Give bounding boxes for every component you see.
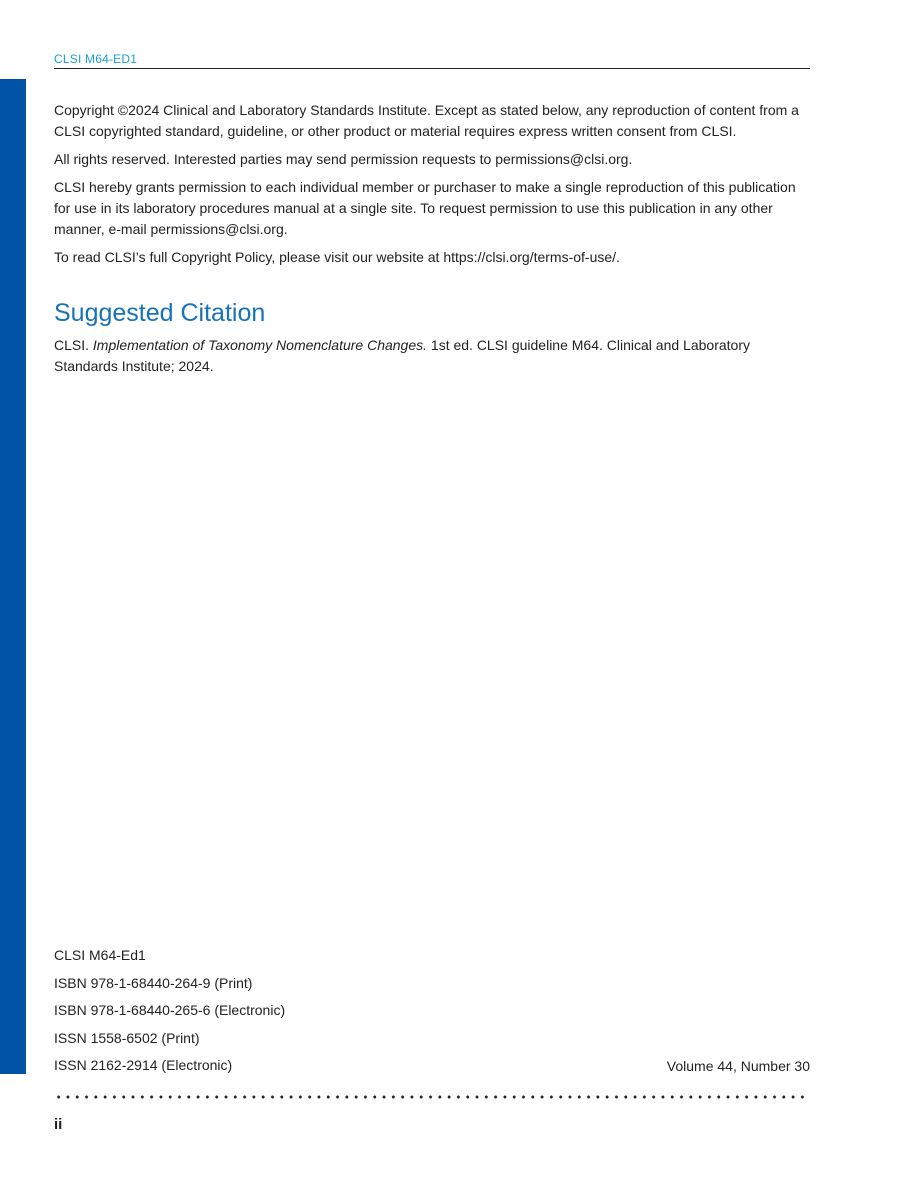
citation-title: Implementation of Taxonomy Nomenclature Changes. (92, 337, 428, 353)
running-header: CLSI M64-ED1 (54, 52, 138, 66)
main-content (54, 100, 814, 377)
document-code: CLSI M64-Ed1 (54, 947, 146, 963)
header-rule (54, 68, 810, 69)
issn-electronic: ISSN 2162-2914 (Electronic) (54, 1057, 233, 1073)
citation-prefix: CLSI. (54, 337, 93, 353)
policy-paragraph: To read CLSI’s full Copyright Policy, please visit our website at https://clsi.org/terms-of-use/. (54, 249, 620, 265)
footer-dotted-rule (54, 1095, 810, 1099)
volume-number: Volume 44, Number 30 (666, 1058, 810, 1074)
rights-paragraph: All rights reserved. Interested parties may send permission requests to permissions@clsi.org. (54, 151, 633, 167)
issn-print: ISSN 1558-6502 (Print) (54, 1029, 200, 1046)
citation-text (54, 335, 814, 377)
isbn-electronic: ISBN 978-1-68440-265-6 (Electronic) (54, 1002, 286, 1018)
side-accent-bar (0, 79, 26, 1074)
copyright-paragraph: Copyright ©2024 Clinical and Laboratory Standards Institute. Except as stated below, any reproduction of content from a CLSI copyrighted standard, guideline, or other product or material requires express written consent from CLSI. (54, 102, 799, 139)
isbn-print: ISBN 978-1-68440-264-9 (Print) (54, 974, 253, 991)
citation-heading: Suggested Citation (54, 299, 266, 327)
page-number: ii (54, 1116, 63, 1133)
citation-suffix: 1st ed. CLSI guideline M64. Clinical and Laboratory Standards Institute; 2024. (54, 337, 750, 374)
permission-paragraph: CLSI hereby grants permission to each individual member or purchaser to make a single reproduction of this publication for use in its laboratory procedures manual at a single site. To request permission to use this publication in any other manner, e-mail permissions@clsi.org. (54, 179, 796, 237)
